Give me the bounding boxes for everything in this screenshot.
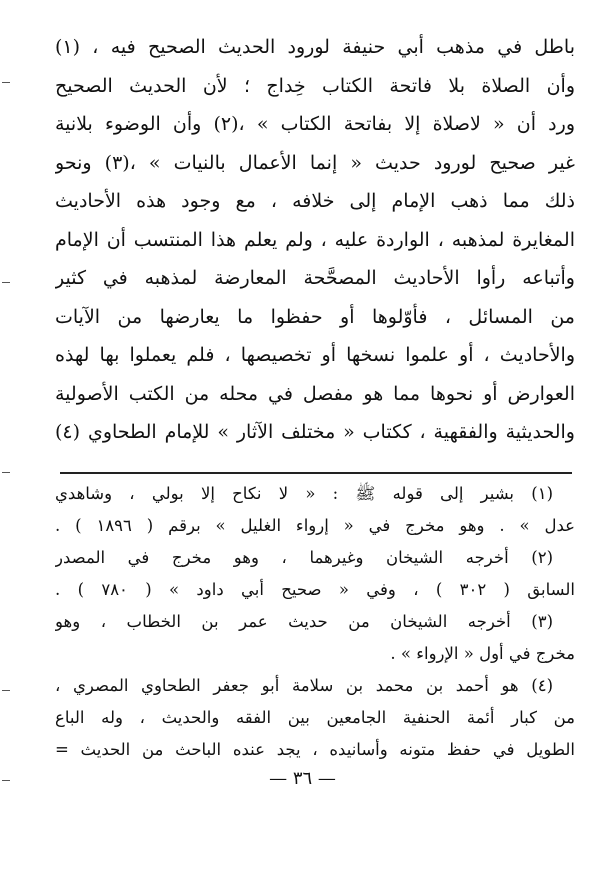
footnote-line: من كبار أئمة الحنفية الجامعين بين الفقه والحديث ، وله الباع bbox=[55, 708, 575, 727]
text-line: ذلك مما ذهب الإمام إلى خلافه ، مع وجود هذه الأحاديث bbox=[55, 190, 575, 212]
text-line: ورد أن « لاصلاة إلا بفاتحة الكتاب » ،(٢) وأن الوضوء بلانية bbox=[55, 113, 575, 135]
page-number: — ٣٦ — bbox=[269, 768, 336, 789]
footnote-line: مخرج في أول « الإرواء » . bbox=[390, 644, 575, 663]
text-line: غير صحيح لورود حديث « إنما الأعمال بالنيات » ،(٣) ونحو bbox=[55, 151, 575, 174]
margin-mark bbox=[2, 282, 10, 283]
margin-mark bbox=[2, 82, 10, 83]
margin-mark bbox=[2, 690, 10, 691]
text-line: المغايرة لمذهبه ، الواردة عليه ، ولم يعلم هذا المنتسب أن الإمام bbox=[55, 228, 575, 251]
footnote-divider bbox=[60, 472, 572, 474]
text-line: باطل في مذهب أبي حنيفة لورود الحديث الصحيح فيه ، (١) bbox=[55, 36, 575, 58]
footnotes bbox=[55, 478, 575, 766]
text-line: وأتباعه رأوا الأحاديث المصحَّحة المعارضة لمذهبه في كثير bbox=[55, 267, 575, 289]
text-line: من المسائل ، فأوّلوها أو حفظوا ما يعارضها من الآيات bbox=[55, 305, 575, 328]
footnote-line: (١) بشير إلى قوله ﷺ : « لا نكاح إلا بولي ، وشاهدي bbox=[55, 484, 553, 503]
main-text bbox=[55, 28, 575, 452]
footnote-line: (٤) هو أحمد بن محمد بن سلامة أبو جعفر الطحاوي المصري ، bbox=[55, 676, 553, 695]
text-line: العوارض أو نحوها مما هو مفصل في محله من الكتب الأصولية bbox=[55, 382, 575, 405]
margin-mark bbox=[2, 472, 10, 473]
footnote-line: الطويل في حفظ متونه وأسانيده ، يجد عنده الباحث من الحديث = bbox=[55, 740, 575, 759]
text-line: والحديثية والفقهية ، ككتاب « مختلف الآثار » للإمام الطحاوي (٤) bbox=[55, 421, 575, 443]
footnote-line: (٢) أخرجه الشيخان وغيرهما ، وهو مخرج في المصدر bbox=[55, 548, 553, 567]
footnote-line: (٣) أخرجه الشيخان من حديث عمر بن الخطاب ، وهو bbox=[55, 612, 553, 631]
footnote-line: السابق ( ٣٠٢ ) ، وفي « صحيح أبي داود » ( ٧٨٠ ) . bbox=[55, 580, 575, 599]
text-line: والأحاديث ، أو علموا نسخها أو تخصيصها ، فلم يعملوا بها لهذه bbox=[55, 344, 575, 366]
text-line: وأن الصلاة بلا فاتحة الكتاب خِداج ؛ لأن الحديث الصحيح bbox=[55, 74, 575, 97]
footnote-line: عدل » . وهو مخرج في « إرواء الغليل » برقم ( ١٨٩٦ ) . bbox=[55, 516, 575, 535]
